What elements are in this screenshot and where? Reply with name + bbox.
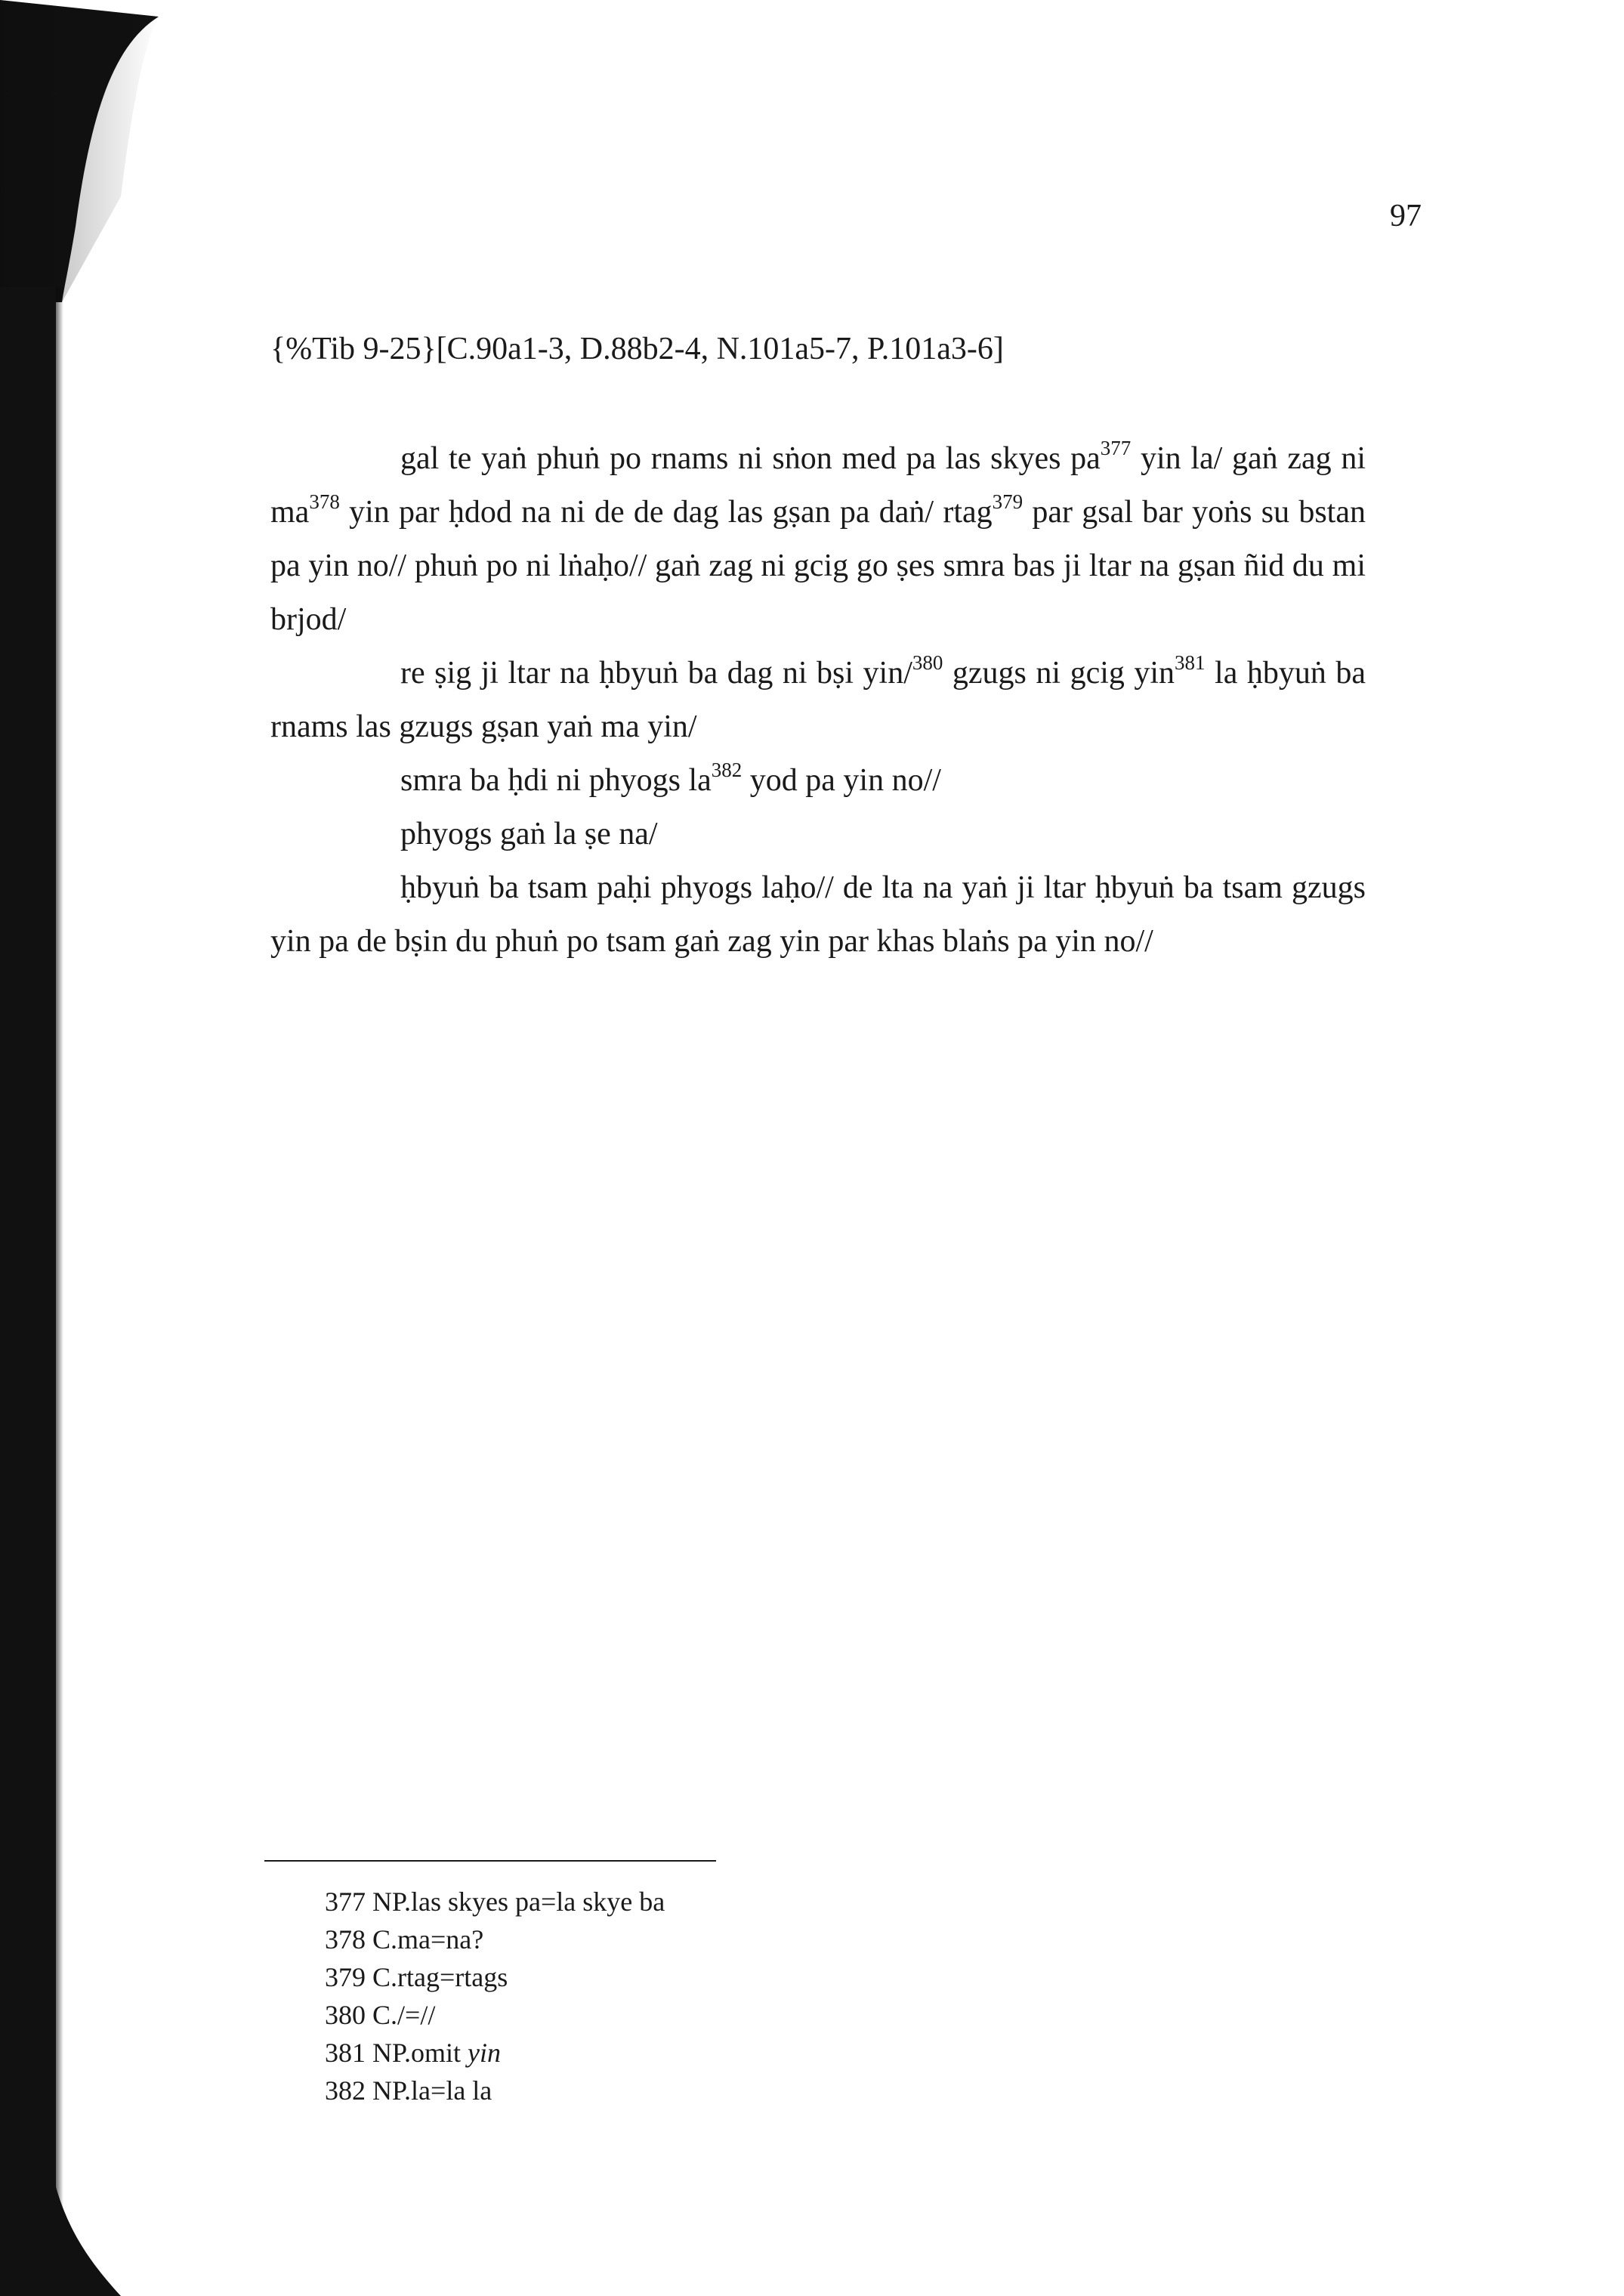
text-segment: par gsal bar yoṅs su bstan pa yin no// phuṅ po ni lṅaḥo// gaṅ zag ni gcig go ṣes smra bas ji ltar na gṣan ñid du mi brjod/	[270, 495, 1366, 637]
text-segment: re ṣig ji ltar na ḥbyuṅ ba dag ni bṣi yin/	[400, 656, 912, 691]
footnote	[325, 2034, 665, 2072]
body-text	[270, 432, 1366, 969]
paragraph	[270, 754, 1366, 808]
paragraph	[270, 808, 1366, 861]
footnote-number: 378	[325, 1924, 366, 1955]
footnote-marker: 381	[1175, 651, 1206, 674]
text-segment: gal te yaṅ phuṅ po rnams ni sṅon med pa las skyes pa	[400, 441, 1101, 476]
footnote-marker: 380	[912, 651, 943, 674]
footnote	[325, 1883, 665, 1921]
footnote	[325, 1996, 665, 2034]
footnote	[325, 1958, 665, 1996]
binding-shadow	[0, 0, 166, 2296]
footnote-number: 381	[325, 2038, 366, 2068]
footnote	[325, 1921, 665, 1958]
paragraph	[270, 861, 1366, 969]
text-segment: smra ba ḥdi ni phyogs la	[400, 763, 712, 798]
text-segment: ḥbyuṅ ba tsam paḥi phyogs laḥo// de lta na yaṅ ji ltar ḥbyuṅ ba tsam gzugs yin pa de bṣin du phuṅ po tsam gaṅ zag yin par khas blaṅs pa yin no//	[270, 870, 1366, 959]
footnote-italic-text: yin	[468, 2038, 502, 2068]
paragraph	[270, 647, 1366, 754]
paragraph	[270, 432, 1366, 647]
text-segment: phyogs gaṅ la ṣe na/	[400, 817, 658, 851]
footnote-marker: 382	[711, 759, 743, 781]
footnote-text: C.ma=na?	[372, 1924, 484, 1955]
footnote-number: 380	[325, 2000, 366, 2030]
footnote-text: C./=//	[372, 2000, 436, 2030]
text-segment: gzugs ni gcig yin	[943, 656, 1175, 691]
footnote	[325, 2072, 665, 2109]
footnotes	[325, 1883, 665, 2109]
footnote-marker: 377	[1100, 437, 1132, 459]
page-number: 97	[1390, 199, 1422, 233]
footnote-text: C.rtag=rtags	[372, 1962, 508, 1992]
footnote-rule	[264, 1860, 716, 1862]
footnote-marker: 378	[309, 490, 340, 513]
footnote-text: NP.las skyes pa=la skye ba	[372, 1887, 665, 1917]
footnote-text: NP.la=la la	[372, 2075, 492, 2106]
footnote-text: NP.omit	[372, 2038, 468, 2068]
source-reference: {%Tib 9-25}[C.90a1-3, D.88b2-4, N.101a5-7, P.101a3-6]	[270, 332, 1004, 366]
text-segment: yod pa yin no//	[742, 763, 941, 798]
footnote-number: 377	[325, 1887, 366, 1917]
footnote-number: 382	[325, 2075, 366, 2106]
text-segment: la ḥbyuṅ ba rnams las gzugs gṣan yaṅ ma yin/	[270, 656, 1366, 744]
text-segment: yin par ḥdod na ni de de dag las gṣan pa daṅ/ rtag	[339, 495, 993, 530]
text-segment: yin la/ gaṅ zag ni ma	[270, 441, 1366, 530]
footnote-marker: 379	[992, 490, 1023, 513]
footnote-number: 379	[325, 1962, 366, 1992]
